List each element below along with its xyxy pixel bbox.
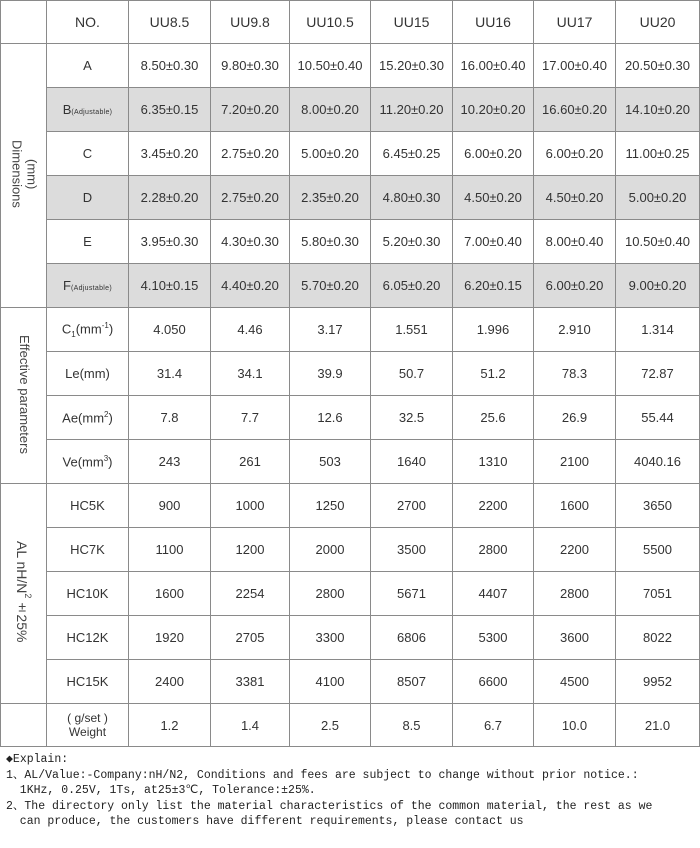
value-cell: 4.80±0.30 xyxy=(371,176,453,220)
effective-row xyxy=(1,308,700,352)
value-cell: 4.10±0.15 xyxy=(129,264,211,308)
weight-unit: ( g/set ) xyxy=(67,711,108,725)
al-row xyxy=(1,528,700,572)
value-cell: 2200 xyxy=(534,528,616,572)
group-al xyxy=(1,484,47,704)
explain-line: 1KHz, 0.25V, 1Ts, at25±3℃, Tolerance:±25%. xyxy=(6,784,316,797)
value-cell: 7.7 xyxy=(211,396,290,440)
row-label: C xyxy=(47,132,129,176)
row-label: $C_1(mm^{-1})$ xyxy=(47,308,129,352)
value-cell: 6.05±0.20 xyxy=(371,264,453,308)
row-label: HC5K xyxy=(47,484,129,528)
header-no: NO. xyxy=(47,1,129,44)
value-cell: 2.910 xyxy=(534,308,616,352)
value-cell: 78.3 xyxy=(534,352,616,396)
value-cell: 2800 xyxy=(453,528,534,572)
value-cell: 10.50±0.40 xyxy=(290,44,371,88)
value-cell: 15.20±0.30 xyxy=(371,44,453,88)
value-cell: 5.00±0.20 xyxy=(290,132,371,176)
value-cell: 9.00±0.20 xyxy=(616,264,700,308)
value-cell: 8507 xyxy=(371,660,453,704)
value-cell: 2200 xyxy=(453,484,534,528)
value-cell: 3381 xyxy=(211,660,290,704)
weight-label-text xyxy=(67,711,108,739)
value-cell: 6.35±0.15 xyxy=(129,88,211,132)
al-row xyxy=(1,572,700,616)
value-cell: 1310 xyxy=(453,440,534,484)
value-cell: 7.00±0.40 xyxy=(453,220,534,264)
header-model: UU20 xyxy=(616,1,700,44)
value-cell: 2800 xyxy=(534,572,616,616)
value-cell: 11.00±0.25 xyxy=(616,132,700,176)
value-cell: 3500 xyxy=(371,528,453,572)
header-model: UU10.5 xyxy=(290,1,371,44)
value-cell: 4.50±0.20 xyxy=(453,176,534,220)
value-cell: 243 xyxy=(129,440,211,484)
dimension-row xyxy=(1,176,700,220)
effective-row xyxy=(1,396,700,440)
value-cell: 16.00±0.40 xyxy=(453,44,534,88)
value-cell: 4407 xyxy=(453,572,534,616)
explain-notes xyxy=(6,752,696,830)
value-cell: 5671 xyxy=(371,572,453,616)
group-effective-label: Effective parameters xyxy=(16,334,32,454)
value-cell: 1600 xyxy=(534,484,616,528)
value-cell: 5.80±0.30 xyxy=(290,220,371,264)
value-cell: 4100 xyxy=(290,660,371,704)
row-label: F(Adjustable) xyxy=(47,264,129,308)
value-cell: 6.00±0.20 xyxy=(534,132,616,176)
value-cell: 2100 xyxy=(534,440,616,484)
value-cell: 8.00±0.20 xyxy=(290,88,371,132)
value-cell: 7.20±0.20 xyxy=(211,88,290,132)
value-cell: 1200 xyxy=(211,528,290,572)
header-model: UU16 xyxy=(453,1,534,44)
dimension-row xyxy=(1,44,700,88)
value-cell: 1600 xyxy=(129,572,211,616)
value-cell: 2.75±0.20 xyxy=(211,132,290,176)
dimension-row xyxy=(1,88,700,132)
value-cell: 8022 xyxy=(616,616,700,660)
row-label: Le(mm) xyxy=(47,352,129,396)
value-cell: 9952 xyxy=(616,660,700,704)
value-cell: 2.35±0.20 xyxy=(290,176,371,220)
value-cell: 900 xyxy=(129,484,211,528)
explain-line: 2、The directory only list the material characteristics of the common material, the rest as we xyxy=(6,799,653,813)
value-cell: 72.87 xyxy=(616,352,700,396)
header-model: UU17 xyxy=(534,1,616,44)
value-cell: 50.7 xyxy=(371,352,453,396)
value-cell: 39.9 xyxy=(290,352,371,396)
value-cell: 32.5 xyxy=(371,396,453,440)
header-row xyxy=(1,1,700,44)
value-cell: 7.8 xyxy=(129,396,211,440)
value-cell: 7051 xyxy=(616,572,700,616)
value-cell: 261 xyxy=(211,440,290,484)
value-cell: 2254 xyxy=(211,572,290,616)
value-cell: 5.70±0.20 xyxy=(290,264,371,308)
value-cell: 2.5 xyxy=(290,704,371,747)
row-label: HC10K xyxy=(47,572,129,616)
explain-title: ◆Explain: xyxy=(6,753,69,766)
value-cell: 6806 xyxy=(371,616,453,660)
value-cell: 51.2 xyxy=(453,352,534,396)
value-cell: 5.20±0.30 xyxy=(371,220,453,264)
row-label: $Ae(mm^2)$ xyxy=(47,396,129,440)
value-cell: 4.050 xyxy=(129,308,211,352)
value-cell: 4.40±0.20 xyxy=(211,264,290,308)
al-row xyxy=(1,660,700,704)
value-cell: 5500 xyxy=(616,528,700,572)
value-cell: 2800 xyxy=(290,572,371,616)
value-cell: 3300 xyxy=(290,616,371,660)
value-cell: 20.50±0.30 xyxy=(616,44,700,88)
al-row xyxy=(1,616,700,660)
value-cell: 16.60±0.20 xyxy=(534,88,616,132)
dimension-row xyxy=(1,132,700,176)
value-cell: 6.00±0.20 xyxy=(534,264,616,308)
value-cell: 2000 xyxy=(290,528,371,572)
value-cell: 26.9 xyxy=(534,396,616,440)
header-model: UU9.8 xyxy=(211,1,290,44)
value-cell: 10.0 xyxy=(534,704,616,747)
value-cell: 8.00±0.40 xyxy=(534,220,616,264)
row-label: HC7K xyxy=(47,528,129,572)
value-cell: 10.50±0.40 xyxy=(616,220,700,264)
value-cell: 6.7 xyxy=(453,704,534,747)
value-cell: 8.50±0.30 xyxy=(129,44,211,88)
row-label: HC15K xyxy=(47,660,129,704)
value-cell: 1.314 xyxy=(616,308,700,352)
value-cell: 12.6 xyxy=(290,396,371,440)
value-cell: 1.2 xyxy=(129,704,211,747)
value-cell: 4.30±0.30 xyxy=(211,220,290,264)
value-cell: 1.4 xyxy=(211,704,290,747)
row-label: B(Adjustable) xyxy=(47,88,129,132)
header-model: UU8.5 xyxy=(129,1,211,44)
dimension-row xyxy=(1,220,700,264)
value-cell: 31.4 xyxy=(129,352,211,396)
row-label: $Ve(mm^3)$ xyxy=(47,440,129,484)
value-cell: 25.6 xyxy=(453,396,534,440)
dimension-row xyxy=(1,264,700,308)
value-cell: 3600 xyxy=(534,616,616,660)
adjustable-note: (Adjustable) xyxy=(71,285,112,292)
value-cell: 4.50±0.20 xyxy=(534,176,616,220)
value-cell: 4500 xyxy=(534,660,616,704)
group-dimensions-label: (mm) Dimensions xyxy=(9,140,40,208)
value-cell: 1640 xyxy=(371,440,453,484)
value-cell: 5300 xyxy=(453,616,534,660)
value-cell: 10.20±0.20 xyxy=(453,88,534,132)
explain-line: can produce, the customers have different requirements, please contact us xyxy=(6,815,524,828)
group-effective xyxy=(1,308,47,484)
weight-title: Weight xyxy=(68,725,107,739)
value-cell: 2705 xyxy=(211,616,290,660)
value-cell: 2.28±0.20 xyxy=(129,176,211,220)
value-cell: 34.1 xyxy=(211,352,290,396)
value-cell: 55.44 xyxy=(616,396,700,440)
adjustable-note: (Adjustable) xyxy=(71,109,113,116)
value-cell: 1.996 xyxy=(453,308,534,352)
row-label: A xyxy=(47,44,129,88)
group-al-label: AL $nH/N^2\pm 25\%$ xyxy=(14,541,33,643)
row-label: HC12K xyxy=(47,616,129,660)
value-cell: 21.0 xyxy=(616,704,700,747)
value-cell: 1920 xyxy=(129,616,211,660)
value-cell: 3.17 xyxy=(290,308,371,352)
value-cell: 6.00±0.20 xyxy=(453,132,534,176)
value-cell: 6600 xyxy=(453,660,534,704)
explain-line: 1、AL/Value:-Company:nH/N2, Conditions and fees are subject to change without prior notice.: xyxy=(6,768,639,782)
value-cell: 1.551 xyxy=(371,308,453,352)
value-cell: 3650 xyxy=(616,484,700,528)
value-cell: 4.46 xyxy=(211,308,290,352)
al-row xyxy=(1,484,700,528)
value-cell: 14.10±0.20 xyxy=(616,88,700,132)
row-label: D xyxy=(47,176,129,220)
value-cell: 9.80±0.30 xyxy=(211,44,290,88)
header-model: UU15 xyxy=(371,1,453,44)
value-cell: 17.00±0.40 xyxy=(534,44,616,88)
weight-row xyxy=(1,704,700,747)
value-cell: 4040.16 xyxy=(616,440,700,484)
value-cell: 2700 xyxy=(371,484,453,528)
row-label: E xyxy=(47,220,129,264)
value-cell: 2400 xyxy=(129,660,211,704)
value-cell: 3.45±0.20 xyxy=(129,132,211,176)
value-cell: 503 xyxy=(290,440,371,484)
weight-label xyxy=(47,704,129,747)
value-cell: 6.20±0.15 xyxy=(453,264,534,308)
value-cell: 1100 xyxy=(129,528,211,572)
value-cell: 5.00±0.20 xyxy=(616,176,700,220)
value-cell: 2.75±0.20 xyxy=(211,176,290,220)
weight-group-cell xyxy=(1,704,47,747)
value-cell: 3.95±0.30 xyxy=(129,220,211,264)
value-cell: 1000 xyxy=(211,484,290,528)
group-dimensions xyxy=(1,44,47,308)
value-cell: 8.5 xyxy=(371,704,453,747)
effective-row xyxy=(1,352,700,396)
corner-cell xyxy=(1,1,47,44)
value-cell: 6.45±0.25 xyxy=(371,132,453,176)
value-cell: 1250 xyxy=(290,484,371,528)
value-cell: 11.20±0.20 xyxy=(371,88,453,132)
effective-row xyxy=(1,440,700,484)
